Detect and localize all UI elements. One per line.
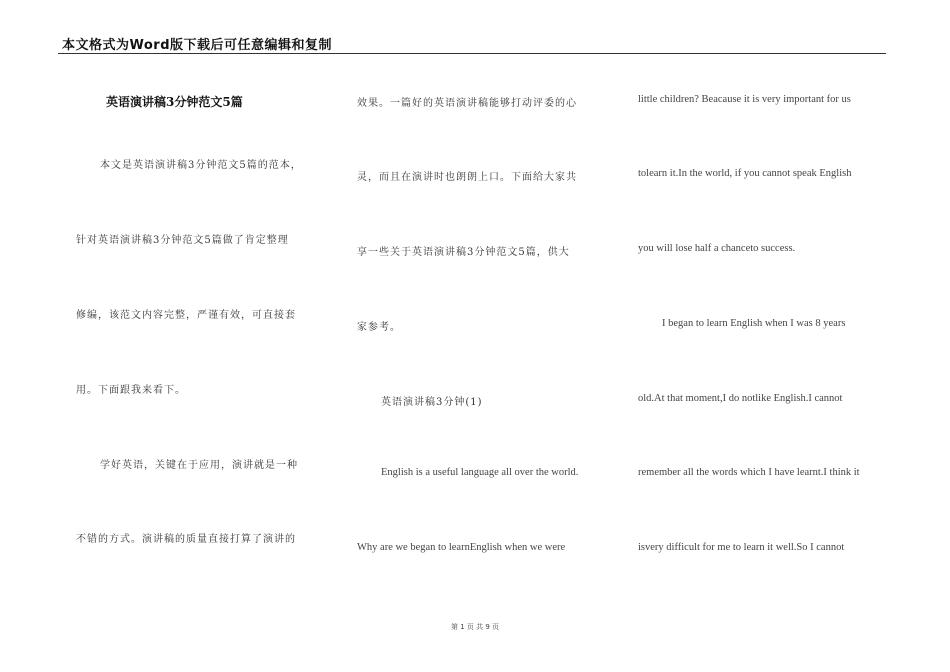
paragraph-line: Why are we began to learnEnglish when we were <box>357 542 566 553</box>
paragraph-line: 本文是英语演讲稿3分钟范文5篇的范本， <box>100 160 302 171</box>
paragraph-line: old.At that moment,I do notlike English.I cannot <box>638 393 843 404</box>
paragraph-line: 不错的方式。演讲稿的质量直接打算了演讲的 <box>76 534 296 545</box>
paragraph-line: you will lose half a chanceto success. <box>638 243 796 254</box>
paragraph-line: 家参考。 <box>357 322 401 333</box>
paragraph-line: 针对英语演讲稿3分钟范文5篇做了肯定整理 <box>76 235 289 246</box>
paragraph-line: remember all the words which I have learnt.I think it <box>638 467 860 478</box>
paragraph-line: tolearn it.In the world, if you cannot speak English <box>638 168 852 179</box>
header-title: 本文格式为Word版下载后可任意编辑和复制 <box>62 38 333 53</box>
paragraph-line: 修编，该范文内容完整，严谨有效，可直接套 <box>76 310 296 321</box>
paragraph-line: 学好英语，关键在于应用，演讲就是一种 <box>100 460 298 471</box>
page-footer: 第 1 页 共 9 页 <box>450 623 500 631</box>
paragraph-line: 效果。一篇好的英语演讲稿能够打动评委的心 <box>357 98 577 109</box>
paragraph-line: 用。下面跟我来看下。 <box>76 385 186 396</box>
header-divider <box>58 53 886 54</box>
paragraph-line: 享一些关于英语演讲稿3分钟范文5篇，供大 <box>357 247 570 258</box>
paragraph-line: little children? Beacause it is very important for us <box>638 94 851 105</box>
section-heading: 英语演讲稿3分钟(1) <box>381 397 483 408</box>
paragraph-line: I began to learn English when I was 8 years <box>662 318 846 329</box>
paragraph-line: English is a useful language all over the world. <box>381 467 579 478</box>
document-title: 英语演讲稿3分钟范文5篇 <box>106 95 243 109</box>
paragraph-line: 灵，而且在演讲时也朗朗上口。下面给大家共 <box>357 172 577 183</box>
paragraph-line: isvery difficult for me to learn it well.So I cannot <box>638 542 845 553</box>
